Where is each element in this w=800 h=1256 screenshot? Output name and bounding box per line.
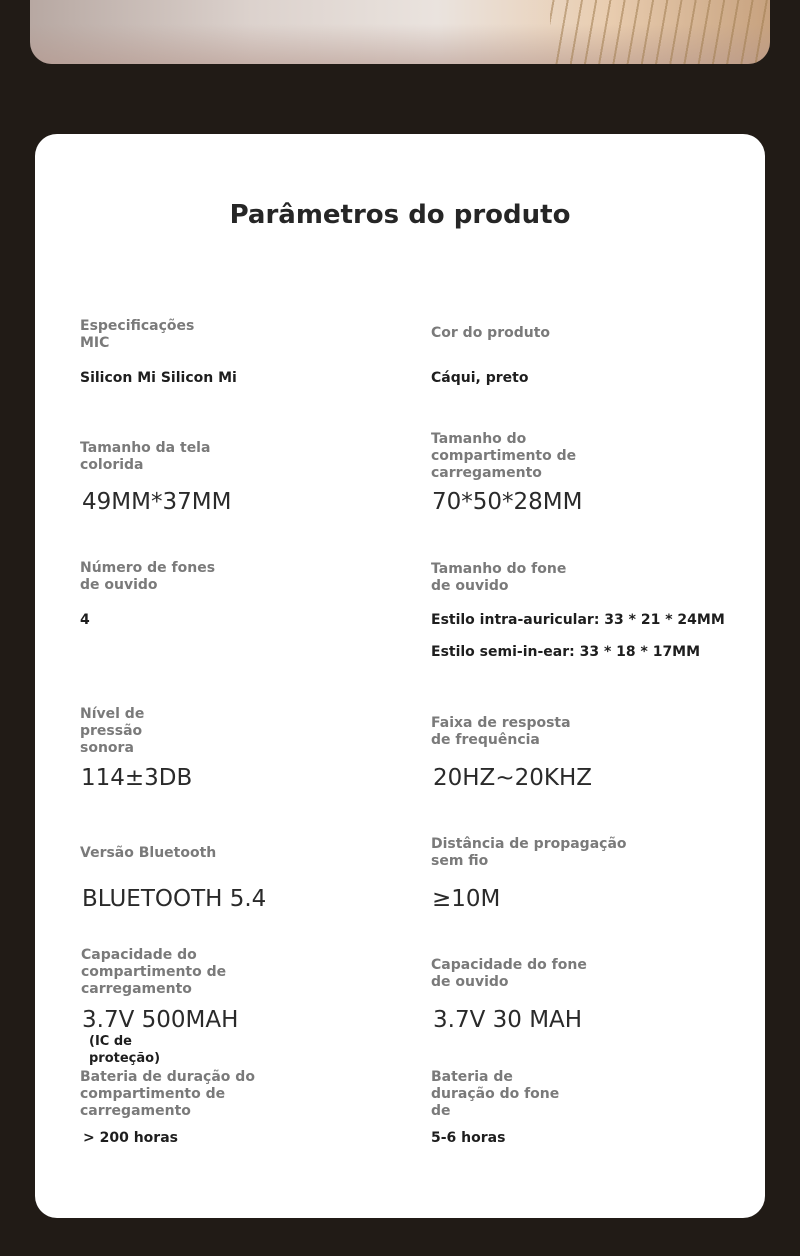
earphone-size-value-in-ear: Estilo intra-auricular: 33 * 21 * 24MM	[431, 612, 725, 628]
parameters-card	[35, 134, 765, 1218]
frequency-value: 20HZ~20KHZ	[433, 765, 592, 791]
bluetooth-value: BLUETOOTH 5.4	[82, 886, 267, 912]
spl-label: Nível de pressão sonora	[80, 706, 145, 756]
mic-value: Silicon Mi Silicon Mi	[80, 370, 237, 386]
case-battery-value: > 200 horas	[83, 1130, 178, 1146]
wireless-range-value: ≥10M	[432, 886, 501, 912]
screen-size-label: Tamanho da tela colorida	[80, 440, 211, 473]
earphone-capacity-label: Capacidade do fone de ouvido	[431, 957, 587, 990]
wireless-range-label: Distância de propagação sem fio	[431, 836, 627, 869]
mic-label: Especificações MIC	[80, 318, 195, 351]
earphone-battery-label: Bateria de duração do fone de	[431, 1069, 560, 1119]
earphone-battery-value: 5-6 horas	[431, 1130, 506, 1146]
case-capacity-value: 3.7V 500MAH	[82, 1007, 239, 1033]
spl-value: 114±3DB	[81, 765, 193, 791]
page-title: Parâmetros do produto	[229, 200, 571, 230]
hero-banner-image	[30, 0, 770, 64]
earphone-count-label: Número de fones de ouvido	[80, 560, 216, 593]
case-size-label: Tamanho do compartimento de carregamento	[431, 431, 577, 481]
color-value: Cáqui, preto	[431, 370, 529, 386]
case-size-value: 70*50*28MM	[432, 489, 583, 515]
screen-size-value: 49MM*37MM	[82, 489, 232, 515]
frequency-label: Faixa de resposta de frequência	[431, 715, 571, 748]
case-capacity-label: Capacidade do compartimento de carregamento	[81, 947, 227, 997]
bluetooth-label: Versão Bluetooth	[80, 845, 217, 861]
earphone-count-value: 4	[80, 612, 90, 628]
case-capacity-note: (IC de proteção)	[89, 1034, 161, 1066]
earphone-size-label: Tamanho do fone de ouvido	[431, 561, 567, 594]
color-label: Cor do produto	[431, 325, 551, 341]
earphone-capacity-value: 3.7V 30 MAH	[433, 1007, 583, 1033]
earphone-size-value-semi-in-ear: Estilo semi-in-ear: 33 * 18 * 17MM	[431, 644, 701, 660]
hero-reeds-decoration	[550, 0, 770, 64]
case-battery-label: Bateria de duração do compartimento de carregamento	[80, 1069, 255, 1119]
